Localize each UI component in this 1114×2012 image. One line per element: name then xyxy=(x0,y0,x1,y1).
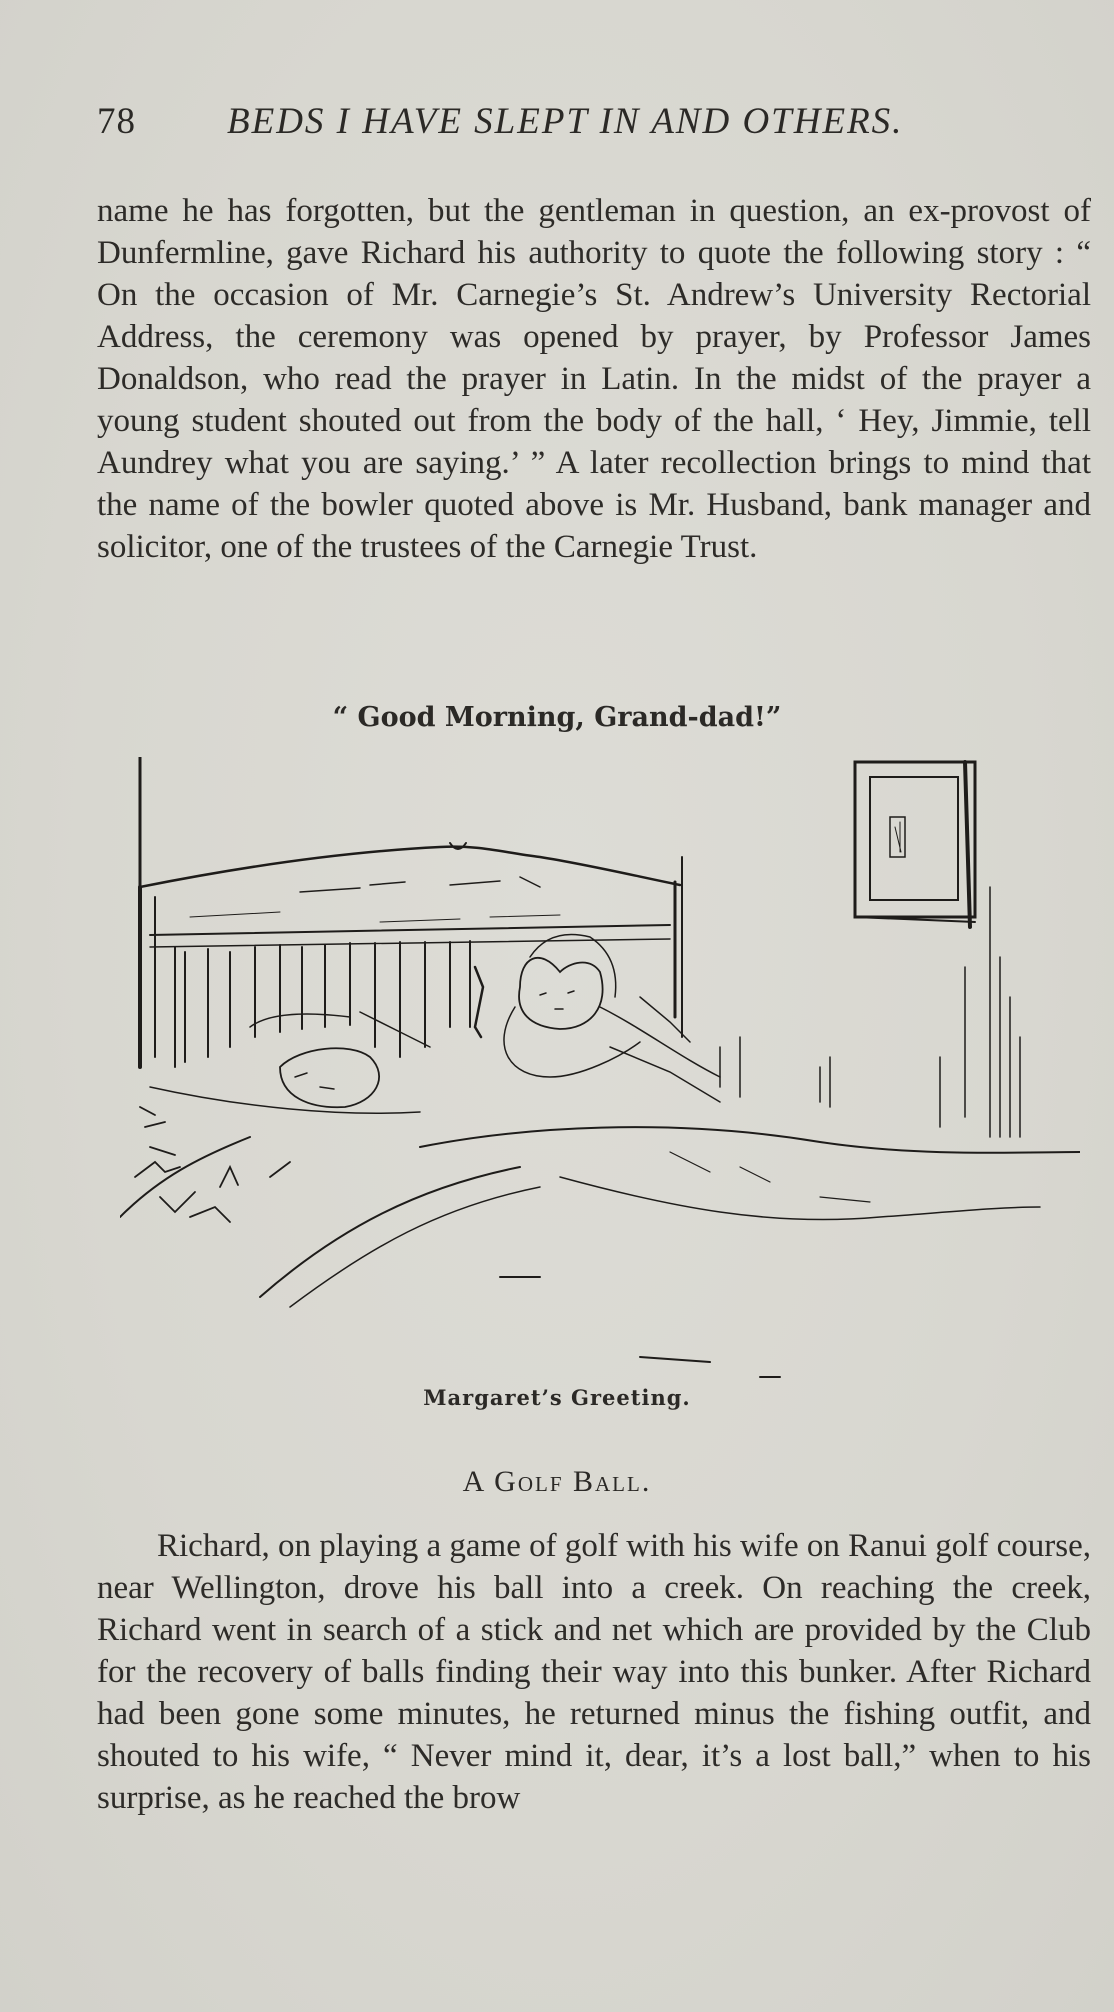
bed-sketch-svg xyxy=(120,757,1080,1387)
headboard xyxy=(140,757,682,1067)
shading xyxy=(720,887,1020,1137)
running-title: BEDS I HAVE SLEPT IN AND OTHERS. xyxy=(227,101,904,142)
wall-picture xyxy=(855,762,975,927)
illustration-caption: Margaret’s Greeting. xyxy=(423,1385,691,1410)
bedding xyxy=(120,1087,1080,1377)
grandfather-figure xyxy=(250,1012,430,1107)
body-paragraph-1: name he has forgotten, but the gentleman in question, an ex-provost of Dunfermline, gave Richard his authority to quote the following story : “ On the occasion of Mr. Carnegie’s St. Andrew’s University Rectorial Address, the ceremony was opened by prayer, by Professor James Donaldson, who read the prayer in Latin. In the midst of the prayer a young student shouted out from the body of the hall, ‘ Hey, Jimmie, tell Aundrey what you are saying.’ ” A later recollection brings to mind that the name of the bowler quoted above is Mr. Husband, bank manager and solicitor, one of the trustees of the Carnegie Trust. xyxy=(97,193,1091,565)
left-scribbles xyxy=(135,1107,290,1222)
girl-figure xyxy=(504,935,720,1103)
illustration-title: “ Good Morning, Grand-dad!” xyxy=(332,702,782,733)
running-head xyxy=(97,100,962,150)
body-paragraph-2: Richard, on playing a game of golf with his wife on Ranui golf course, near Wellington, drove his ball into a creek. On reaching the creek, Richard went in search of a stick and net which are provided by the Club for the recovery of balls finding their way into this bunker. After Richard had been gone some minutes, he returned minus the fishing outfit, and shouted to his wife, “ Never mind it, dear, it’s a lost ball,” when to his surprise, as he reached the brow xyxy=(97,1528,1091,1816)
section-heading: A Golf Ball. xyxy=(462,1465,652,1498)
page-number: 78 xyxy=(97,101,136,142)
bed-illustration xyxy=(120,757,1080,1387)
headboard-spindles xyxy=(175,941,470,1067)
